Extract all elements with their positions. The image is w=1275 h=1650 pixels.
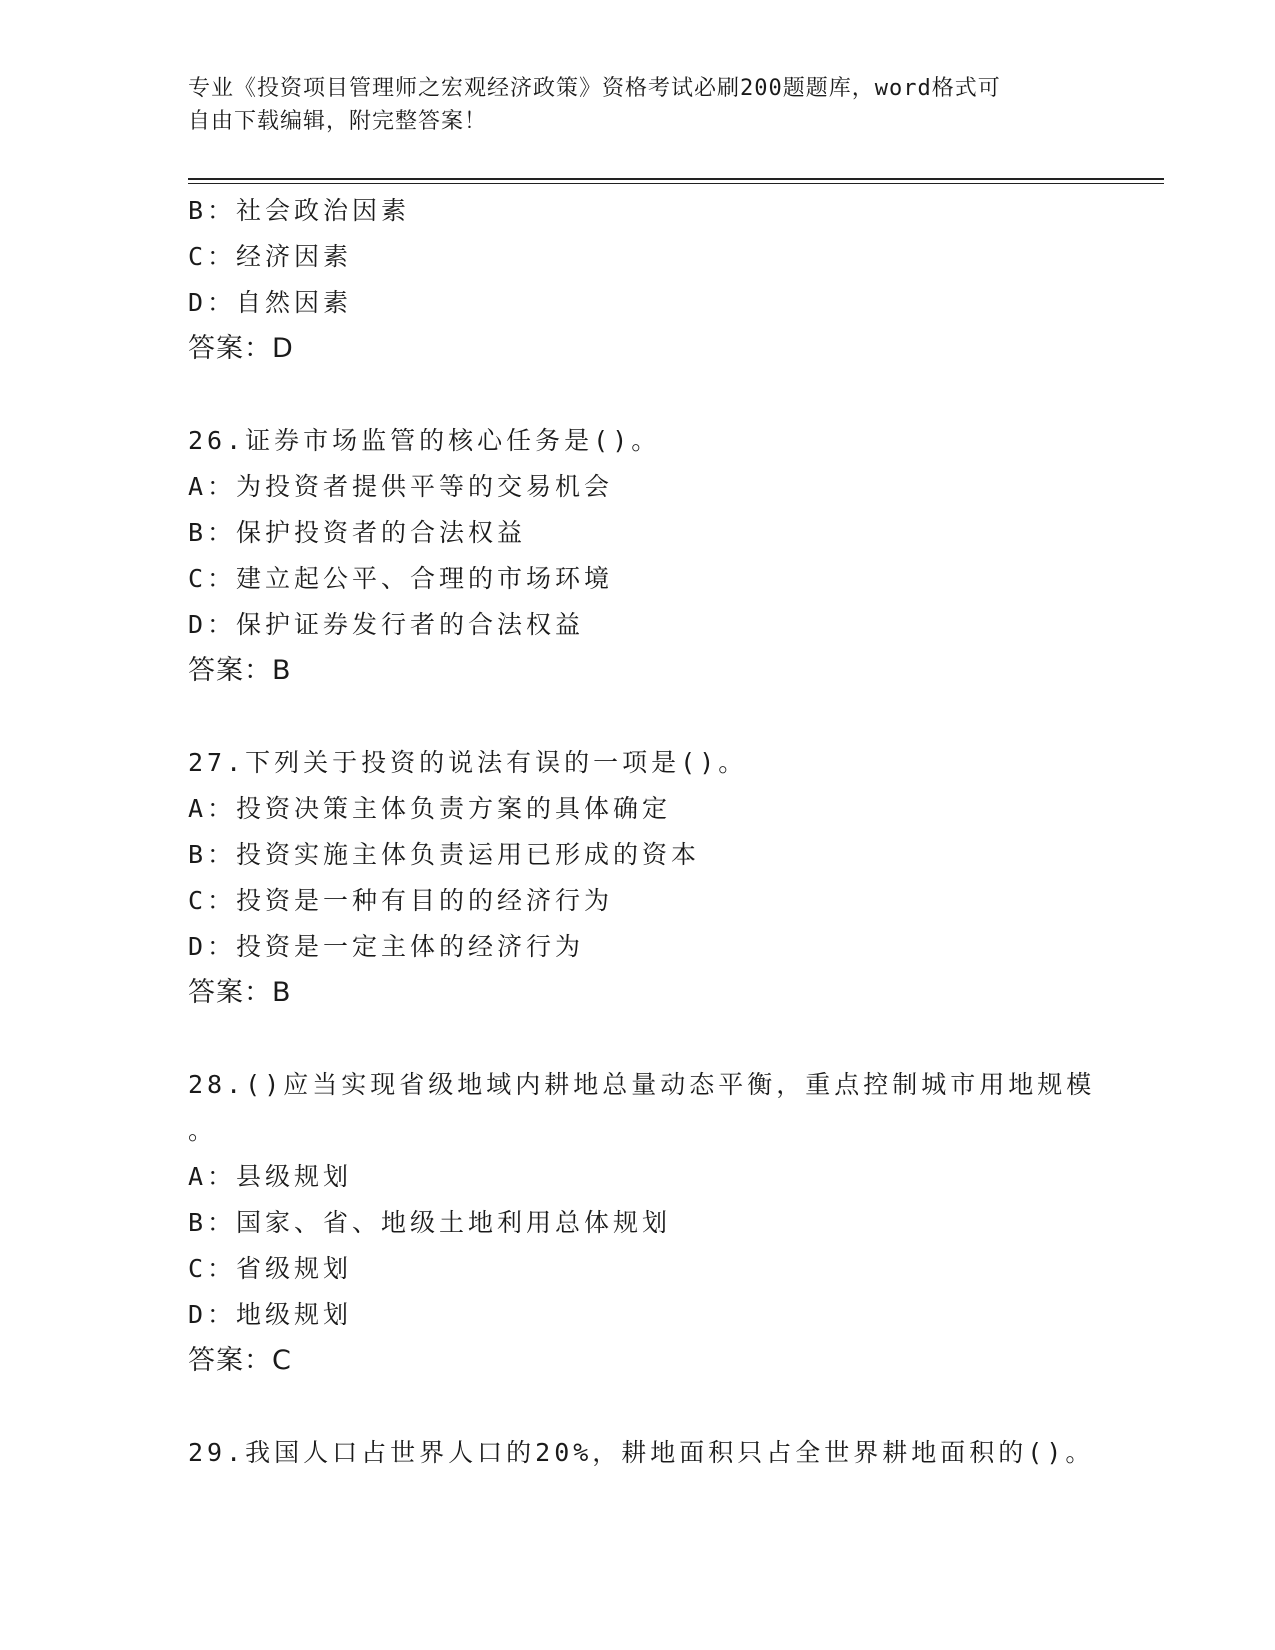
header-divider-thin <box>188 183 1164 184</box>
option-b: B：投资实施主体负责运用已形成的资本 <box>188 840 701 869</box>
option-b: B：国家、省、地级土地利用总体规划 <box>188 1208 672 1237</box>
header-title-line-1: 专业《投资项目管理师之宏观经济政策》资格考试必刷200题题库，word格式可 <box>188 76 1001 101</box>
spacer <box>188 1016 1088 1062</box>
option-b: B：保护投资者的合法权益 <box>188 518 527 547</box>
question-stem: 28.()应当实现省级地域内耕地总量动态平衡，重点控制城市用地规模 <box>188 1070 1096 1099</box>
header-divider-thick <box>188 178 1164 180</box>
option-d: D：保护证券发行者的合法权益 <box>188 610 585 639</box>
option-d: D：自然因素 <box>188 288 353 317</box>
question-stem: 29.我国人口占世界人口的20%，耕地面积只占全世界耕地面积的()。 <box>188 1438 1095 1467</box>
question-stem: 27.下列关于投资的说法有误的一项是()。 <box>188 748 748 777</box>
option-c: C：投资是一种有目的的经济行为 <box>188 886 614 915</box>
header-title-line-2: 自由下载编辑，附完整答案！ <box>188 109 488 134</box>
question-26 <box>188 418 1088 694</box>
answer-line: 答案：B <box>188 977 292 1008</box>
option-d: D：地级规划 <box>188 1300 353 1329</box>
option-c: C：省级规划 <box>188 1254 353 1283</box>
option-a: A：为投资者提供平等的交易机会 <box>188 472 614 501</box>
question-25-continued <box>188 188 1088 372</box>
spacer <box>188 1384 1088 1430</box>
question-list <box>188 188 1096 1476</box>
question-stem-continuation: 。 <box>188 1116 218 1145</box>
option-c: C：建立起公平、合理的市场环境 <box>188 564 614 593</box>
question-27 <box>188 740 1088 1016</box>
question-stem: 26.证券市场监管的核心任务是()。 <box>188 426 661 455</box>
document-header <box>188 72 1088 138</box>
option-b: B：社会政治因素 <box>188 196 411 225</box>
option-d: D：投资是一定主体的经济行为 <box>188 932 585 961</box>
answer-line: 答案：B <box>188 655 292 686</box>
spacer <box>188 694 1088 740</box>
answer-line: 答案：D <box>188 333 294 364</box>
question-29 <box>188 1430 1095 1476</box>
option-a: A：投资决策主体负责方案的具体确定 <box>188 794 672 823</box>
option-a: A：县级规划 <box>188 1162 353 1191</box>
spacer <box>188 372 1088 418</box>
answer-line: 答案：C <box>188 1345 292 1376</box>
question-28 <box>188 1062 1096 1384</box>
option-c: C：经济因素 <box>188 242 353 271</box>
